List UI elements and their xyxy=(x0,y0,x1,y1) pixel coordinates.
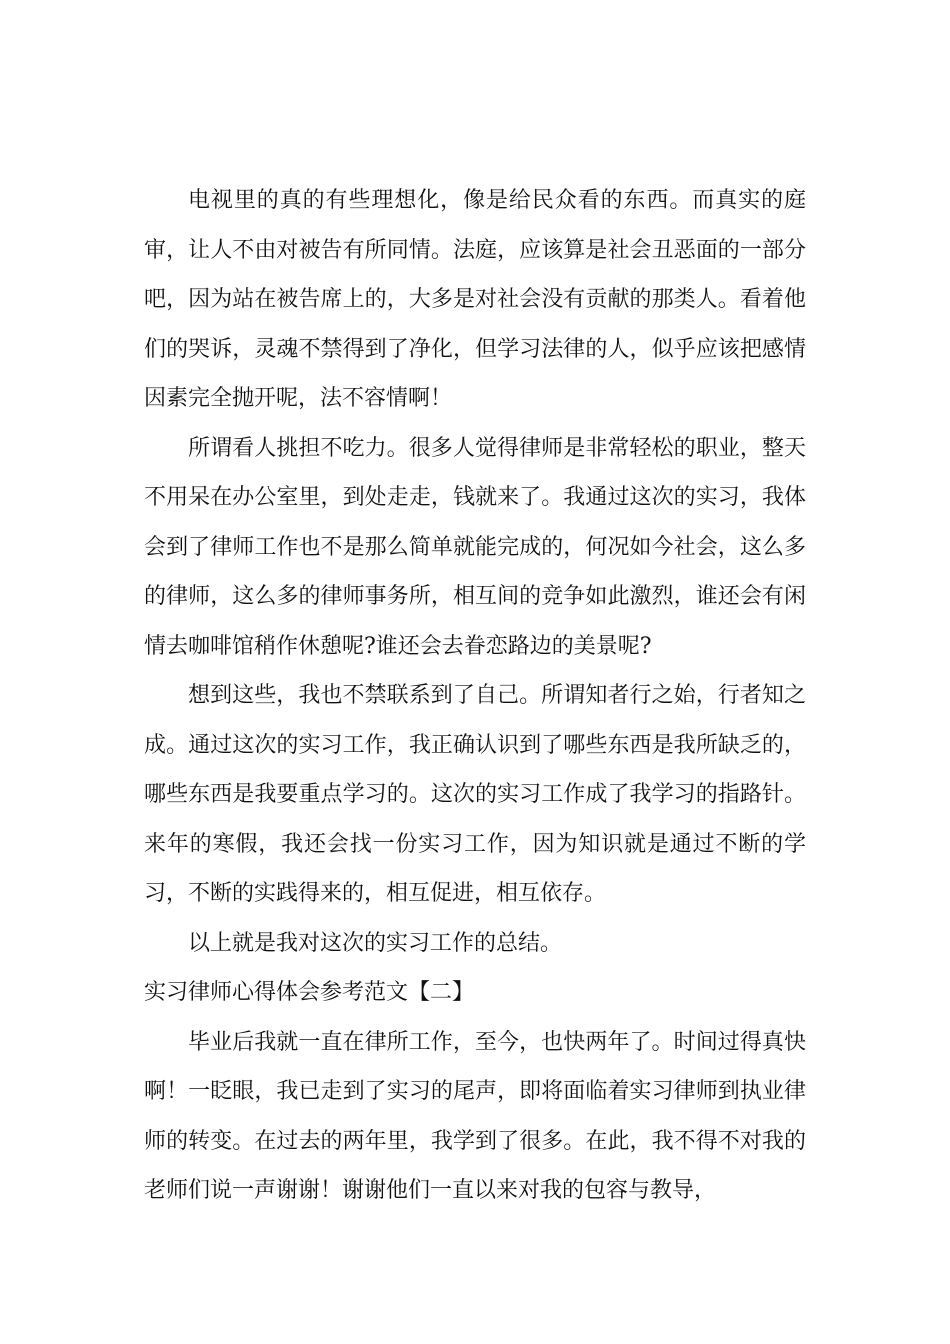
document-body xyxy=(144,176,806,1216)
paragraph-tv-vs-real-trial: 电视里的真的有些理想化，像是给民众看的东西。而真实的庭审，让人不由对被告有所同情。法庭，应该算是社会丑恶面的一部分吧，因为站在被告席上的，大多是对社会没有贡献的那类人。看着他们的哭诉，灵魂不禁得到了净化，但学习法律的人，似乎应该把感情因素完全抛开呢，法不容情啊！ xyxy=(144,188,806,411)
section-heading: 实习律师心得体会参考范文【二】 xyxy=(144,980,475,1005)
paragraph-summary-closing: 以上就是我对这次的实习工作的总结。 xyxy=(188,930,563,956)
paragraph-lawyer-work-not-easy: 所谓看人挑担不吃力。很多人觉得律师是非常轻松的职业，整天不用呆在办公室里，到处走走，钱就来了。我通过这次的实习，我体会到了律师工作也不是那么简单就能完成的，何况如今社会，这么多的律师，这么多的律师事务所，相互间的竞争如此激烈，谁还会有闲情去咖啡馆稍作休憩呢?谁还会去眷恋路边的美景呢? xyxy=(144,435,806,659)
paragraph-after-graduation: 毕业后我就一直在律所工作，至今，也快两年了。时间过得真快啊！一眨眼，我已走到了实习的尾声，即将面临着实习律师到执业律师的转变。在过去的两年里，我学到了很多。在此，我不得不对我的老师们说一声谢谢！谢谢他们一直以来对我的包容与教导， xyxy=(144,1029,806,1203)
paragraph-self-reflection: 想到这些，我也不禁联系到了自己。所谓知者行之始，行者知之成。通过这次的实习工作，我正确认识到了哪些东西是我所缺乏的，哪些东西是我要重点学习的。这次的实习工作成了我学习的指路针。来年的寒假，我还会找一份实习工作，因为知识就是通过不断的学习，不断的实践得来的，相互促进，相互依存。 xyxy=(144,683,806,906)
